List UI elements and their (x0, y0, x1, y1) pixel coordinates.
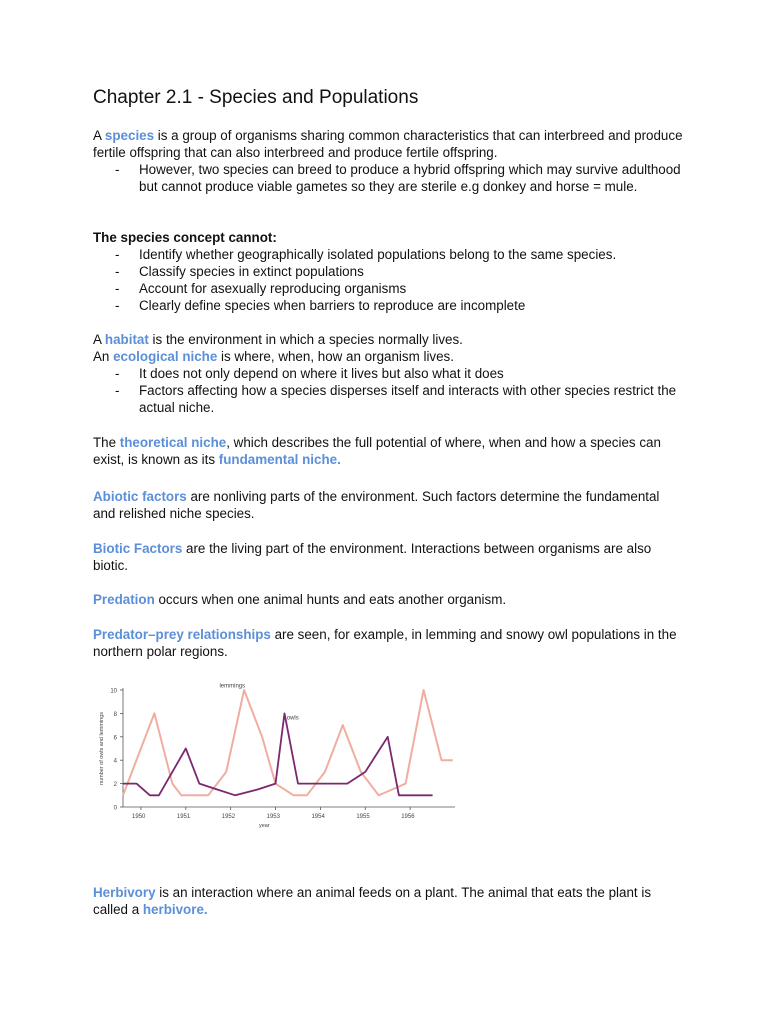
concept-heading: The species concept cannot: (93, 230, 277, 245)
x-tick-label: 1951 (176, 814, 191, 820)
niche-list (93, 365, 683, 416)
species-bullets (93, 161, 683, 195)
abiotic-paragraph: Abiotic factors are nonliving parts of the environment. Such factors determine the fundamental and relished niche species. (93, 489, 660, 521)
y-tick-label: 0 (113, 805, 117, 812)
biotic-paragraph: Biotic Factors are the living part of the environment. Interactions between organisms are also biotic. (93, 541, 652, 573)
keyword-predator-prey: Predator–prey relationships (93, 627, 271, 642)
habitat-section (93, 331, 683, 416)
x-tick-label: 1956 (401, 814, 415, 820)
x-tick-label: 1955 (356, 814, 370, 820)
keyword-fundamental-niche: fundamental niche. (218, 452, 341, 467)
keyword-herbivory: Herbivory (93, 885, 156, 900)
list-item: - However, two species can breed to produce a hybrid offspring which may survive adulthood but cannot produce viable gametes so they are sterile e.g donkey and horse = mule. (115, 162, 681, 194)
keyword-predation: Predation (93, 592, 155, 607)
list-item: - It does not only depend on where it lives but also what it does (115, 366, 504, 381)
x-tick-label: 1950 (132, 814, 146, 820)
species-section (93, 127, 683, 195)
list-item: - Clearly define species when barriers to reproduce are incomplete (115, 298, 526, 313)
species-paragraph: A species is a group of organisms sharing common characteristics that can interbreed and produce fertile offspring that can also interbreed and produce fertile offspring. (93, 128, 683, 160)
keyword-ecological-niche: ecological niche (113, 349, 218, 364)
y-tick-label: 8 (113, 711, 117, 718)
species-concept-section (93, 229, 683, 314)
keyword-abiotic-factors: Abiotic factors (93, 489, 187, 504)
keyword-species: species (104, 128, 155, 143)
predator-prey-paragraph: Predator–prey relationships are seen, for example, in lemming and snowy owl populations in the northern polar regions. (93, 627, 677, 659)
series-label-lemmings: lemmings (219, 683, 246, 690)
y-tick-label: 10 (110, 688, 117, 695)
predation-paragraph: Predation occurs when one animal hunts and eats another organism. (93, 592, 507, 607)
y-tick-label: 6 (113, 735, 117, 742)
y-axis-label: number of owls and lemmings (99, 711, 105, 786)
population-chart (93, 668, 473, 833)
keyword-herbivore: herbivore. (142, 902, 208, 917)
niche-paragraph: An ecological niche is where, when, how an organism lives. (93, 349, 454, 364)
x-tick-label: 1954 (311, 814, 325, 820)
keyword-biotic-factors: Biotic Factors (93, 541, 183, 556)
x-tick-label: 1953 (266, 814, 280, 820)
y-tick-label: 2 (113, 782, 117, 789)
list-item: - Identify whether geographically isolated populations belong to the same species. (115, 247, 617, 262)
keyword-habitat: habitat (104, 332, 149, 347)
list-item: - Classify species in extinct populations (115, 264, 364, 279)
series-line-lemmings (123, 690, 453, 795)
keyword-theoretical-niche: theoretical niche (119, 435, 227, 450)
page-title: Chapter 2.1 - Species and Populations (93, 87, 419, 108)
theoretical-niche-paragraph: The theoretical niche, which describes the full potential of where, when and how a species can exist, is known as its fundamental niche. (93, 435, 661, 467)
x-axis-label: year (258, 823, 270, 829)
concept-list (93, 246, 683, 314)
list-item: - Account for asexually reproducing organisms (115, 281, 407, 296)
herbivory-paragraph: Herbivory is an interaction where an animal feeds on a plant. The animal that eats the plant is called a herbivore. (93, 885, 652, 917)
habitat-paragraph: A habitat is the environment in which a species normally lives. (93, 332, 463, 347)
series-line-owls (123, 713, 433, 795)
list-item: - Factors affecting how a species disperses itself and interacts with other species restrict the actual niche. (115, 383, 677, 415)
x-tick-label: 1952 (221, 814, 236, 820)
y-tick-label: 4 (113, 758, 117, 765)
series-label-owls: owls (286, 715, 299, 722)
